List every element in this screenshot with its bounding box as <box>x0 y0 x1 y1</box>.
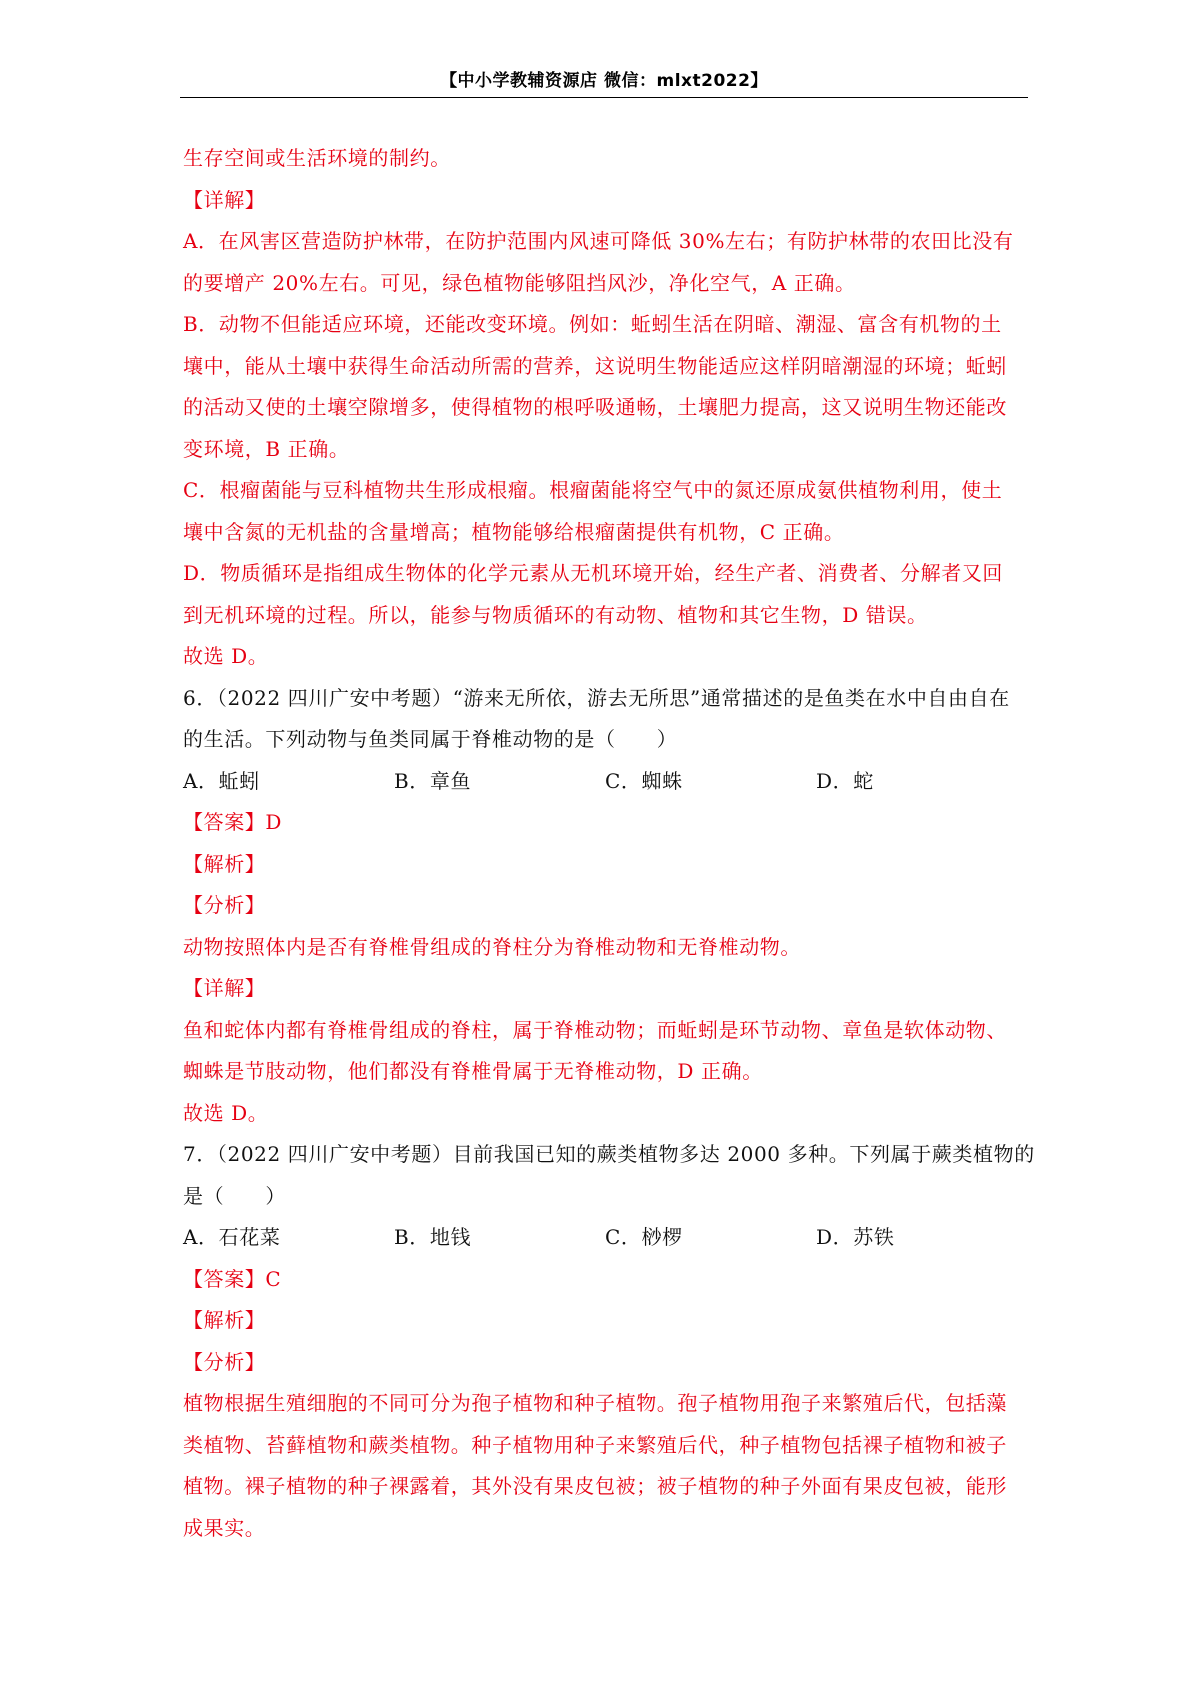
text-line: 【答案】C <box>183 1266 282 1291</box>
text-line: 类植物、苔藓植物和蕨类植物。种子植物用种子来繁殖后代，种子植物包括裸子植物和被子 <box>183 1432 1007 1457</box>
text-line: 故选 D。 <box>183 1100 269 1125</box>
answer-option: A．石花菜 <box>183 1225 281 1249</box>
document-body <box>183 138 1035 1549</box>
answer-option: B．章鱼 <box>394 768 472 793</box>
page-header: 【中小学教辅资源店 微信：mlxt2022】 <box>440 71 768 91</box>
text-line: 壤中含氮的无机盐的含量增高；植物能够给根瘤菌提供有机物，C 正确。 <box>183 519 845 544</box>
text-line: 植物根据生殖细胞的不同可分为孢子植物和种子植物。孢子植物用孢子来繁殖后代，包括藻 <box>183 1391 1007 1415</box>
text-line: 的生活。下列动物与鱼类同属于脊椎动物的是（ ） <box>183 727 678 751</box>
text-line: 成果实。 <box>183 1515 266 1540</box>
text-line: 【分析】 <box>183 893 266 917</box>
text-line: 【分析】 <box>183 1349 266 1374</box>
text-line: 7．（2022 四川广安中考题）目前我国已知的蕨类植物多达 2000 多种。下列属于蕨类植物的 <box>183 1142 1035 1166</box>
answer-option: C．蜘蛛 <box>605 768 683 793</box>
text-line: 植物。裸子植物的种子裸露着，其外没有果皮包被；被子植物的种子外面有果皮包被，能形 <box>183 1474 1007 1498</box>
text-line: 6．（2022 四川广安中考题）“游来无所依，游去无所思”通常描述的是鱼类在水中自由自在 <box>183 685 1010 710</box>
header-divider <box>180 97 1028 98</box>
text-line: 动物按照体内是否有脊椎骨组成的脊柱分为脊椎动物和无脊椎动物。 <box>183 934 801 959</box>
text-line: 到无机环境的过程。所以，能参与物质循环的有动物、植物和其它生物，D 错误。 <box>183 602 928 627</box>
text-line: 【答案】D <box>183 810 283 834</box>
answer-options <box>183 761 1028 803</box>
text-line: 是（ ） <box>183 1183 286 1208</box>
answer-option: B．地钱 <box>394 1225 472 1249</box>
text-line: 的要增产 20%左右。可见，绿色植物能够阻挡风沙，净化空气，A 正确。 <box>183 270 856 295</box>
text-line: 鱼和蛇体内都有脊椎骨组成的脊柱，属于脊椎动物；而蚯蚓是环节动物、章鱼是软体动物、 <box>183 1017 1007 1042</box>
answer-options <box>183 1217 1028 1259</box>
text-line: 蜘蛛是节肢动物，他们都没有脊椎骨属于无脊椎动物，D 正确。 <box>183 1059 763 1083</box>
answer-option: D．蛇 <box>816 768 874 793</box>
text-line: 故选 D。 <box>183 644 269 668</box>
text-line: 【详解】 <box>183 187 266 212</box>
text-line: 变环境，B 正确。 <box>183 436 350 461</box>
text-line: 【解析】 <box>183 1308 266 1332</box>
text-line: 壤中，能从土壤中获得生命活动所需的营养，这说明生物能适应这样阴暗潮湿的环境；蚯蚓 <box>183 353 1007 378</box>
text-line: 【解析】 <box>183 851 266 876</box>
text-line: 【详解】 <box>183 976 266 1000</box>
answer-option: A．蚯蚓 <box>183 768 260 793</box>
answer-option: C．桫椤 <box>605 1225 683 1249</box>
text-line: A．在风害区营造防护林带，在防护范围内风速可降低 30%左右；有防护林带的农田比没有 <box>183 229 1014 253</box>
text-line: 的活动又使的土壤空隙增多，使得植物的根呼吸通畅，土壤肥力提高，这又说明生物还能改 <box>183 395 1007 419</box>
answer-option: D．苏铁 <box>816 1225 895 1249</box>
text-line: D．物质循环是指组成生物体的化学元素从无机环境开始，经生产者、消费者、分解者又回 <box>183 561 1004 585</box>
text-line: 生存空间或生活环境的制约。 <box>183 146 451 170</box>
text-line: C．根瘤菌能与豆科植物共生形成根瘤。根瘤菌能将空气中的氮还原成氨供植物利用，使土 <box>183 478 1003 502</box>
text-line: B．动物不但能适应环境，还能改变环境。例如：蚯蚓生活在阴暗、潮湿、富含有机物的土 <box>183 312 1002 336</box>
